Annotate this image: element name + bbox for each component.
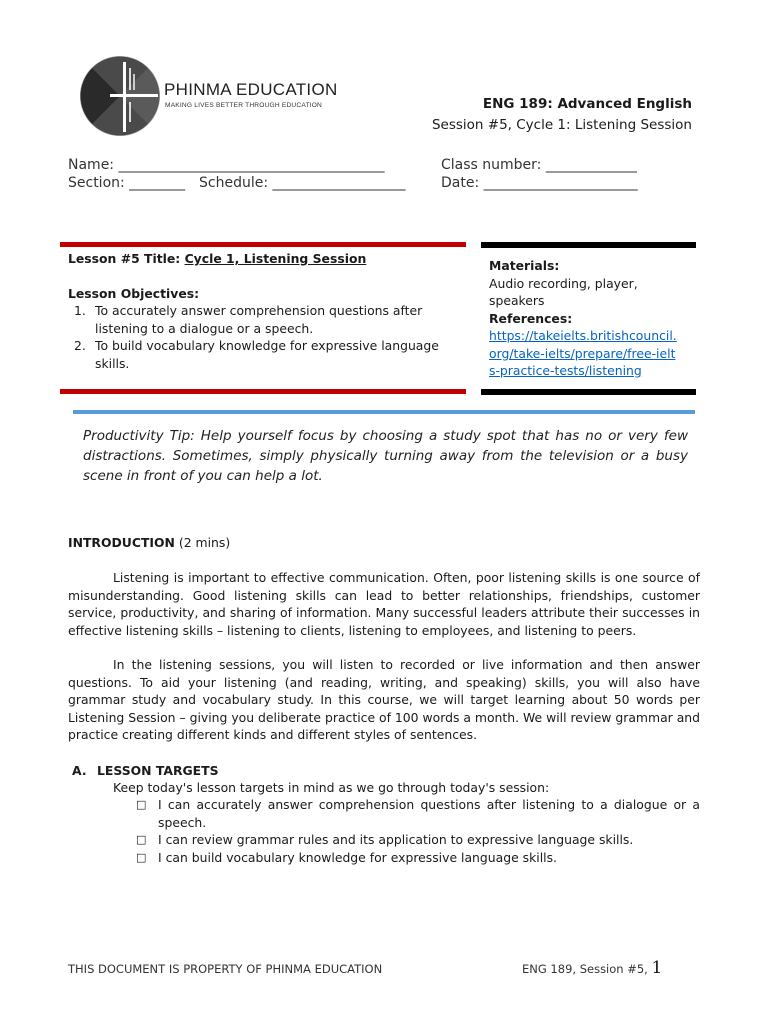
checkbox-icon: □ [136,850,147,864]
productivity-tip: Productivity Tip: Help yourself focus by choosing a study spot that has no or very few distractions. Sometimes, simply physically turning away from the television or a busy scene in front of you can help a lot. [83,428,688,484]
top-black-rule [481,242,696,248]
bottom-red-rule [60,389,466,394]
list-item: 2. To build vocabulary knowledge for expressive language skills. [74,338,439,371]
footer-right: ENG 189, Session #5, 1 [522,958,663,978]
lesson-title-value: Cycle 1, Listening Session [184,251,367,266]
section-field[interactable]: Section: ________ [68,175,186,191]
list-item: □ I can review grammar rules and its application to expressive language skills. [136,832,634,847]
objectives-heading: Lesson Objectives: [68,285,200,301]
lesson-title: Lesson #5 Title: Cycle 1, Listening Session [68,251,367,266]
bottom-black-rule [481,389,696,395]
course-title: ENG 189: Advanced English [482,96,692,112]
schedule-field[interactable]: Schedule: ___________________ [199,175,406,191]
introduction-heading: INTRODUCTION (2 mins) [68,535,231,550]
materials-heading: Materials: [489,258,560,273]
references-heading: References: [489,310,573,326]
list-item: □ I can accurately answer comprehension questions after listening to a dialogue or a speech. [136,797,700,830]
intro-paragraph-1: Listening is important to effective communication. Often, poor listening skills is one source of misunderstanding. Good listening skills can lead to better relationships, friendships, customer service, productivity, and sharing of information. Many successful leaders attribute their successes in effective listening skills – listening to clients, listening to employees, and listening to peers. [68,570,700,638]
date-field[interactable]: Date: ______________________ [441,175,638,191]
materials-box [481,242,696,395]
checkbox-icon: □ [136,833,147,846]
class-number-field[interactable]: Class number: _____________ [441,157,637,173]
page-number: 1 [651,958,663,978]
top-red-rule [60,242,466,247]
objectives-list [68,302,458,372]
lesson-targets-list [68,796,700,866]
logo-tagline: MAKING LIVES BETTER THROUGH EDUCATION [165,102,322,109]
lesson-targets-heading: A. LESSON TARGETS [72,763,219,778]
course-subtitle: Session #5, Cycle 1: Listening Session [431,117,692,133]
list-item: 1. To accurately answer comprehension questions after listening to a dialogue or a speech. [74,303,423,336]
tip-divider [73,410,695,414]
lesson-targets-intro: Keep today's lesson targets in mind as we go through today's session: [113,780,550,795]
name-field[interactable]: Name: ______________________________________ [68,157,385,173]
checkbox-icon: □ [136,798,147,811]
footer-left: THIS DOCUMENT IS PROPERTY OF PHINMA EDUCATION [68,962,383,976]
lesson-box [60,242,466,396]
materials-text: Audio recording, player, speakers [489,275,638,308]
logo-name: PHINMA EDUCATION [164,80,338,99]
reference-link[interactable]: https://takeielts.britishcouncil. org/take-ielts/prepare/free-ielt s-practice-tests/listening [489,328,677,378]
intro-paragraph-2: In the listening sessions, you will listen to recorded or live information and then answer questions. To aid your listening (and reading, writing, and speaking) skills, you will also have grammar study and vocabulary study. In this course, we will target learning about 50 words per Listening Session – giving you deliberate practice of 100 words a month. We will review grammar and practice creating different kinds and different styles of sentences. [68,657,701,742]
list-item: □ I can build vocabulary knowledge for expressive language skills. [136,849,557,865]
